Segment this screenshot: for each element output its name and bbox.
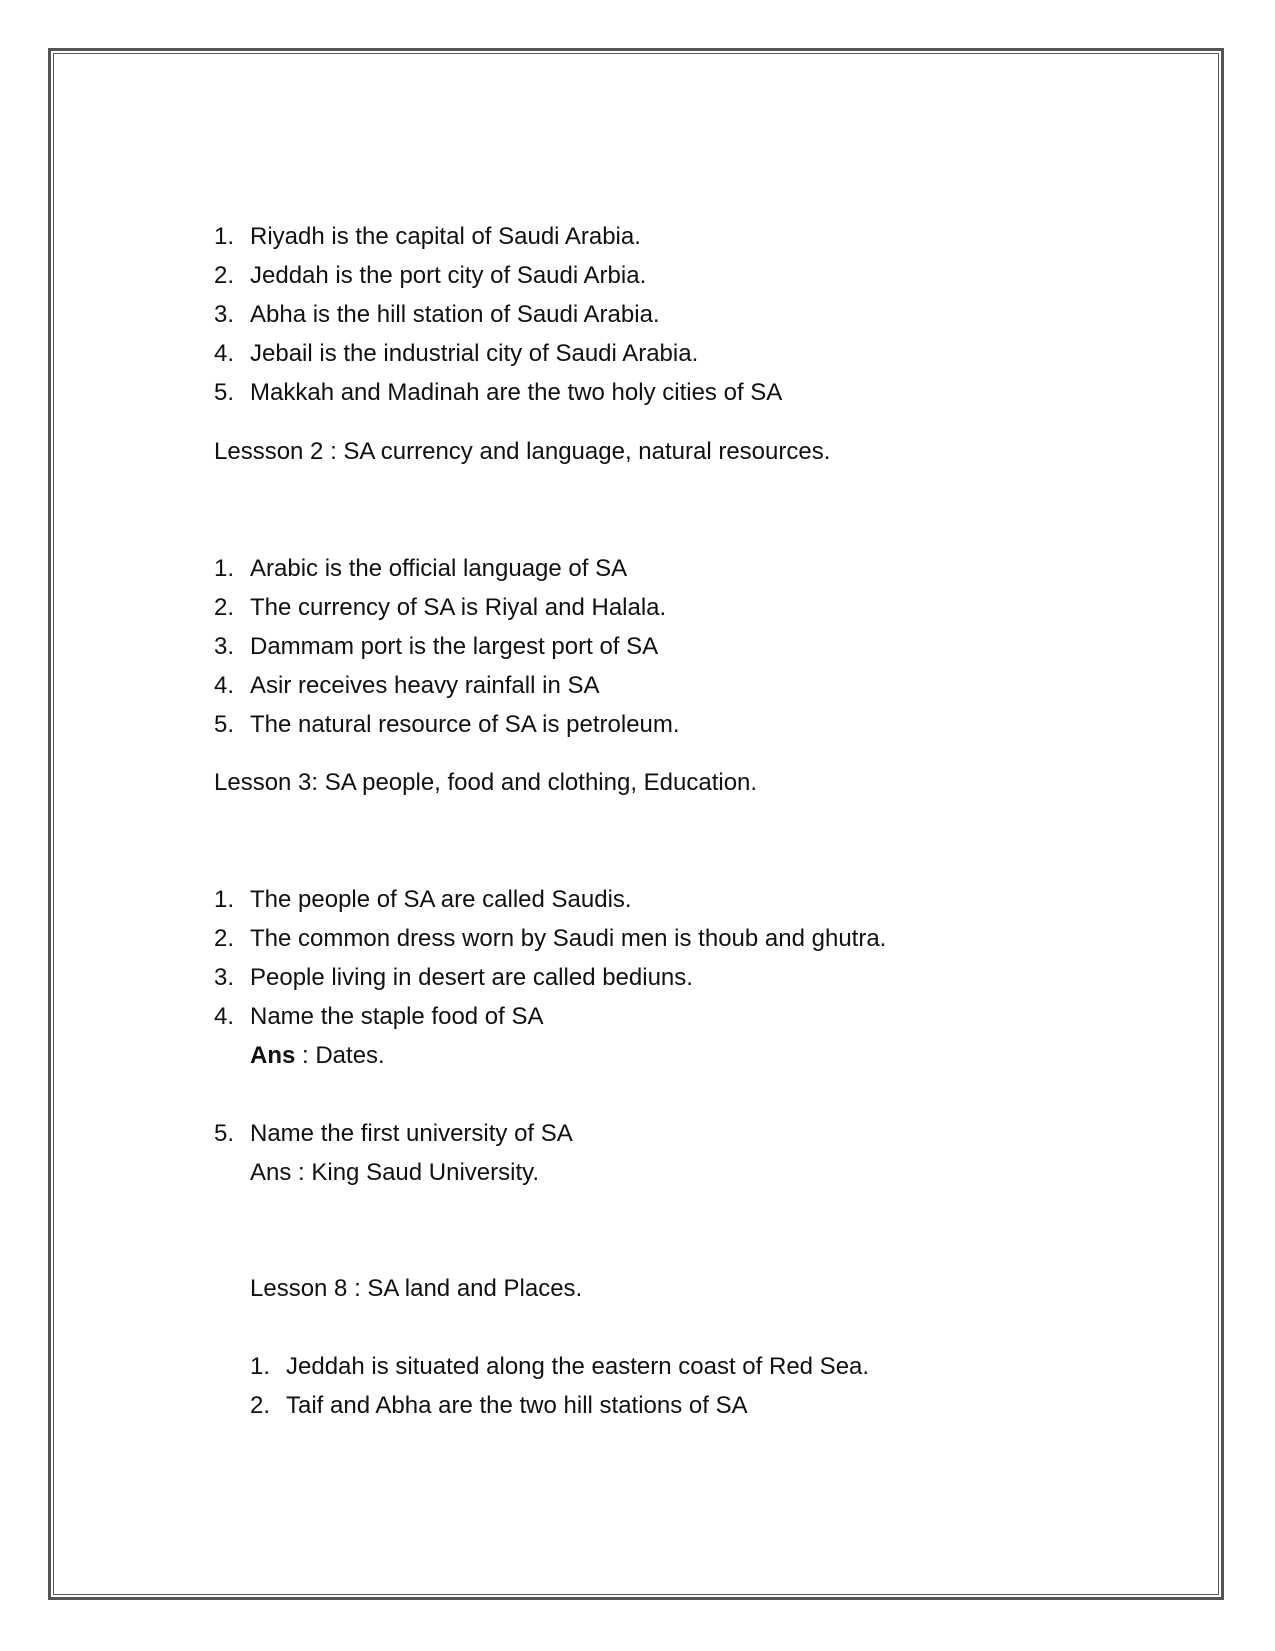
lesson2-heading: Lessson 2 : SA currency and language, natural resources. — [214, 438, 831, 465]
answer-text: : Dates. — [295, 1042, 385, 1069]
list-item: Taif and Abha are the two hill stations of SA — [286, 1392, 748, 1419]
list-item-number: 5. — [214, 711, 235, 738]
list-item: Name the staple food of SA — [250, 1003, 544, 1030]
list-item-number: 1. — [214, 886, 235, 913]
list-item: Jeddah is the port city of Saudi Arbia. — [250, 262, 647, 289]
list-item: People living in desert are called bediuns. — [250, 964, 693, 991]
list-item: The people of SA are called Saudis. — [250, 886, 632, 913]
list-item: Name the first university of SA — [250, 1120, 573, 1147]
list-item-number: 3. — [214, 301, 235, 328]
list-item-number: 2. — [214, 925, 235, 952]
list-item: The common dress worn by Saudi men is thoub and ghutra. — [250, 925, 887, 952]
list-item-number: 3. — [214, 964, 235, 991]
list-item: The natural resource of SA is petroleum. — [250, 711, 680, 738]
list-item: Riyadh is the capital of Saudi Arabia. — [250, 223, 641, 250]
list-item-number: 2. — [250, 1392, 271, 1419]
list-item-number: 5. — [214, 379, 235, 406]
list-item: Jeddah is situated along the eastern coast of Red Sea. — [286, 1353, 870, 1380]
list-item-number: 4. — [214, 1003, 235, 1030]
list-item-number: 1. — [214, 223, 235, 250]
list-item-number: 2. — [214, 262, 235, 289]
lesson3-heading: Lesson 3: SA people, food and clothing, Education. — [214, 769, 758, 796]
list-item: Jebail is the industrial city of Saudi Arabia. — [250, 340, 699, 367]
list-item: Abha is the hill station of Saudi Arabia. — [250, 301, 660, 328]
list-item: Dammam port is the largest port of SA — [250, 633, 659, 660]
list-item-number: 1. — [214, 555, 235, 582]
list-item: Arabic is the official language of SA — [250, 555, 628, 582]
list-item: Makkah and Madinah are the two holy cities of SA — [250, 379, 783, 406]
list-item-number: 5. — [214, 1120, 235, 1147]
answer-label: Ans — [250, 1042, 296, 1069]
list-item-number: 4. — [214, 672, 235, 699]
list-item-number: 2. — [214, 594, 235, 621]
list-item-number: 4. — [214, 340, 235, 367]
list-item-number: 1. — [250, 1353, 271, 1380]
list-item: Asir receives heavy rainfall in SA — [250, 672, 600, 699]
answer-line: Ans : King Saud University. — [250, 1159, 540, 1186]
list-item-number: 3. — [214, 633, 235, 660]
lesson8-heading: Lesson 8 : SA land and Places. — [250, 1275, 583, 1302]
list-item: The currency of SA is Riyal and Halala. — [250, 594, 667, 621]
answer-line — [250, 1041, 385, 1071]
